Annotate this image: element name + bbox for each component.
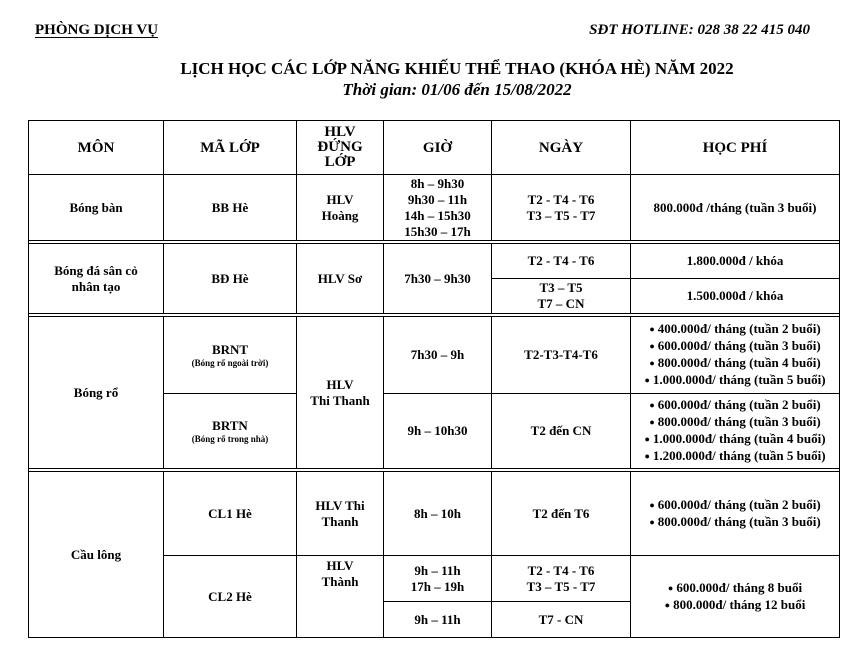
table-row <box>29 175 840 241</box>
header-ma-lop: MÃ LỚP <box>164 121 297 175</box>
cell-hlv-line: HLV <box>326 376 354 392</box>
cell-ma-lop: BB Hè <box>164 175 297 241</box>
cell-ngay: T2 đến CN <box>492 394 631 469</box>
header-mon: MÔN <box>29 121 164 175</box>
cell-hlv <box>297 317 384 469</box>
cell-hoc-phi <box>631 472 840 556</box>
cell-hlv <box>297 175 384 241</box>
table-row <box>29 244 840 279</box>
cell-ma-lop <box>164 394 297 469</box>
cell-mon: Bóng rổ <box>29 317 164 469</box>
header-hlv <box>297 121 384 175</box>
cell-gio <box>384 556 492 602</box>
day-line: T3 – T5 <box>539 280 583 295</box>
cell-hlv-line: Hoàng <box>321 207 359 223</box>
time-slot: 9h30 – 11h <box>407 191 468 207</box>
cell-gio: 9h – 10h30 <box>384 394 492 469</box>
time-slot: 8h – 9h30 <box>410 175 465 191</box>
time-slot: 17h – 19h <box>410 578 465 594</box>
class-code: BRNT <box>211 341 249 357</box>
fee-item: ● 1.200.000đ/ tháng (tuần 5 buổi) <box>633 448 837 465</box>
cell-hlv-line: Thanh <box>321 513 359 529</box>
cell-hlv-line: HLV <box>326 558 354 573</box>
day-line: T3 – T5 - T7 <box>526 207 596 223</box>
fee-item: ● 800.000đ/ tháng (tuần 3 buổi) <box>633 514 837 531</box>
cell-mon <box>29 244 164 314</box>
cell-mon-line: nhân tạo <box>71 278 121 294</box>
cell-gio: 7h30 – 9h <box>384 317 492 394</box>
class-code: BRTN <box>212 417 248 433</box>
cell-hlv <box>297 556 384 638</box>
fee-item: ● 800.000đ/ tháng 12 buổi <box>633 597 837 614</box>
page-subtitle: Thời gian: 01/06 đến 15/08/2022 <box>342 80 572 99</box>
table-row <box>29 472 840 556</box>
class-note: (Bóng rổ ngoài trời) <box>191 357 269 368</box>
cell-hlv: HLV Sơ <box>297 244 384 314</box>
fee-item: ● 1.000.000đ/ tháng (tuần 5 buổi) <box>633 372 837 389</box>
cell-ngay <box>492 175 631 241</box>
cell-gio: 7h30 – 9h30 <box>384 244 492 314</box>
cell-mon-line: Bóng đá sân cỏ <box>54 262 138 278</box>
fee-item: ● 600.000đ/ tháng (tuần 2 buổi) <box>633 497 837 514</box>
page-title: LỊCH HỌC CÁC LỚP NĂNG KHIẾU THỂ THAO (KHÓA HÈ) NĂM 2022 <box>180 59 734 78</box>
time-slot: 14h – 15h30 <box>404 207 471 223</box>
header-row <box>29 121 840 175</box>
fee-item: ● 600.000đ/ tháng 8 buổi <box>633 580 837 597</box>
department-label: PHÒNG DỊCH VỤ <box>35 22 159 38</box>
table-row <box>29 317 840 394</box>
header-hlv-line: HLV <box>324 124 356 140</box>
cell-ma-lop: CL1 Hè <box>164 472 297 556</box>
cell-hoc-phi <box>631 317 840 394</box>
cell-ngay: T2 đến T6 <box>492 472 631 556</box>
header-hoc-phi: HỌC PHÍ <box>631 121 840 175</box>
cell-hlv-line: HLV <box>326 191 354 207</box>
cell-mon: Bóng bàn <box>29 175 164 241</box>
cell-gio: 8h – 10h <box>384 472 492 556</box>
cell-ngay <box>492 556 631 602</box>
fee-item: ● 1.000.000đ/ tháng (tuần 4 buổi) <box>633 431 837 448</box>
cell-hlv-line: Thi Thanh <box>310 392 370 408</box>
cell-hoc-phi: 1.800.000đ / khóa <box>631 244 840 279</box>
fee-item: ● 800.000đ/ tháng (tuần 4 buổi) <box>633 355 837 372</box>
cell-gio: 9h – 11h <box>384 602 492 638</box>
cell-ngay: T7 - CN <box>492 602 631 638</box>
schedule-table <box>28 120 840 638</box>
cell-hlv-line: HLV Thi <box>315 497 365 513</box>
header-hlv-line: LỚP <box>324 154 356 170</box>
time-slot: 9h – 11h <box>414 562 461 578</box>
cell-ma-lop: BĐ Hè <box>164 244 297 314</box>
cell-ma-lop <box>164 317 297 394</box>
cell-hoc-phi: 1.500.000đ / khóa <box>631 279 840 314</box>
fee-item: ● 400.000đ/ tháng (tuần 2 buổi) <box>633 321 837 338</box>
day-line: T7 – CN <box>537 296 585 311</box>
fee-item: ● 600.000đ/ tháng (tuần 2 buổi) <box>633 397 837 414</box>
header-gio: GIỜ <box>384 121 492 175</box>
cell-hoc-phi <box>631 556 840 638</box>
day-line: T2 - T4 - T6 <box>527 562 595 578</box>
day-line: T3 – T5 - T7 <box>526 578 596 594</box>
cell-ma-lop: CL2 Hè <box>164 556 297 638</box>
cell-mon: Cầu lông <box>29 472 164 638</box>
cell-hlv-line: Thành <box>321 574 359 589</box>
cell-ngay: T2 - T4 - T6 <box>492 244 631 279</box>
cell-gio <box>384 175 492 241</box>
day-line: T2 - T4 - T6 <box>527 191 595 207</box>
fee-item: ● 600.000đ/ tháng (tuần 3 buổi) <box>633 338 837 355</box>
hotline-label: SĐT HOTLINE: 028 38 22 415 040 <box>589 22 810 38</box>
time-slot: 15h30 – 17h <box>404 223 471 239</box>
cell-hoc-phi: 800.000đ /tháng (tuần 3 buổi) <box>631 175 840 241</box>
cell-ngay: T2-T3-T4-T6 <box>492 317 631 394</box>
class-note: (Bóng rổ trong nhà) <box>191 433 269 444</box>
cell-hlv <box>297 472 384 556</box>
cell-hoc-phi <box>631 394 840 469</box>
header-hlv-line: ĐỨNG <box>317 139 363 155</box>
header-ngay: NGÀY <box>492 121 631 175</box>
cell-ngay <box>492 279 631 314</box>
fee-item: ● 800.000đ/ tháng (tuần 3 buổi) <box>633 414 837 431</box>
